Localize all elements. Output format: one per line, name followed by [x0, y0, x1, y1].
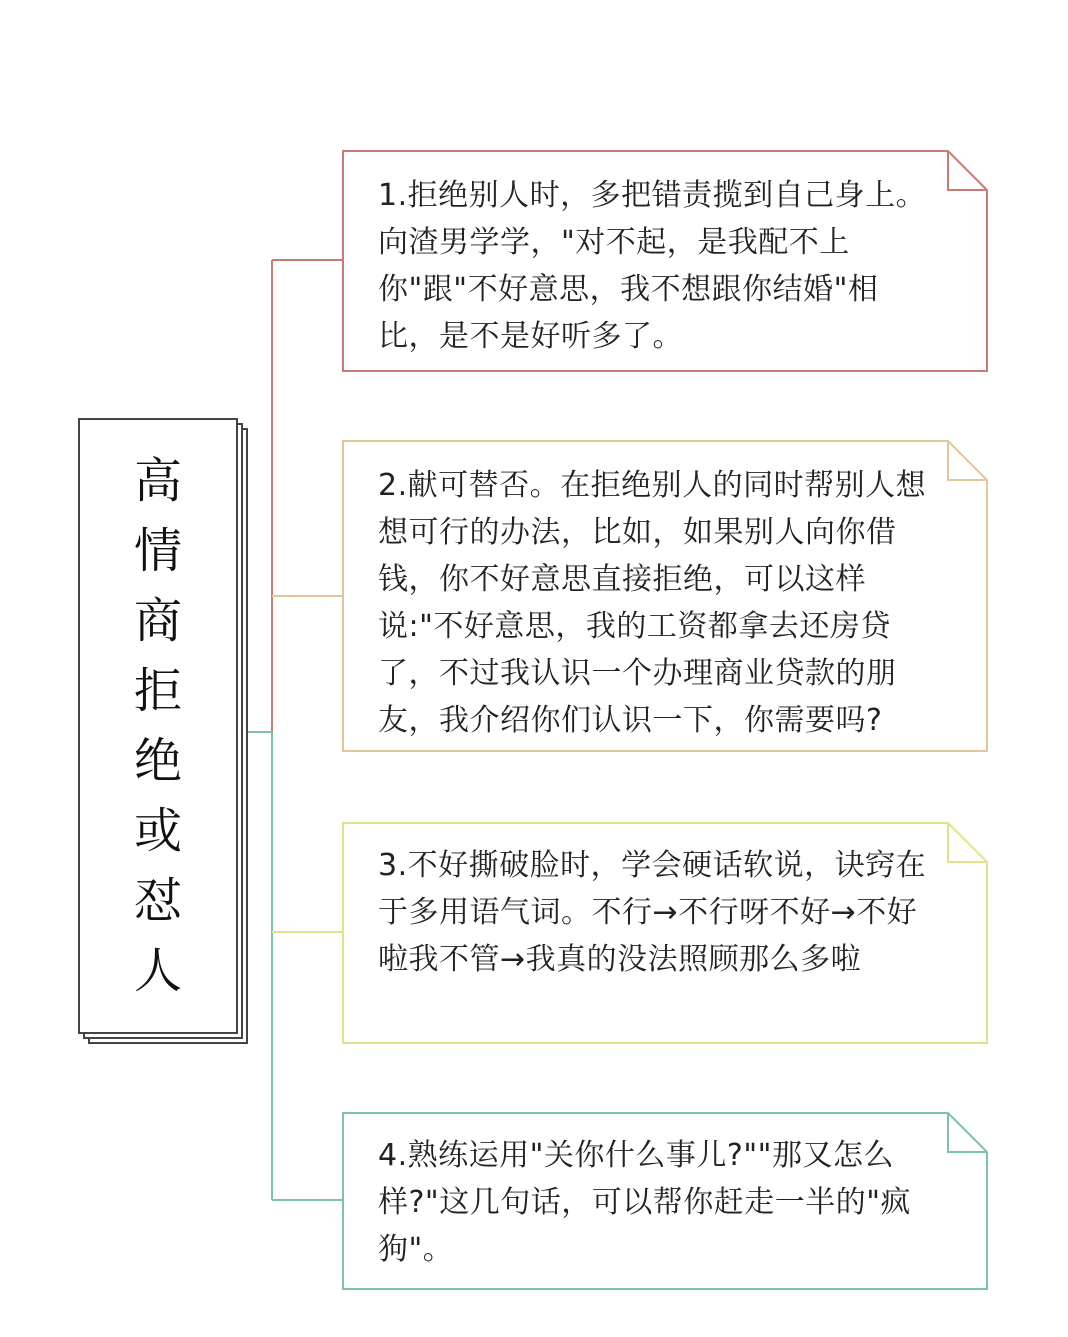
- tip-card-2: [342, 440, 988, 752]
- title-char: 或: [133, 803, 182, 859]
- tip-card-1: [342, 150, 988, 372]
- tip-text-4: 4.熟练运用"关你什么事儿?""那又怎么样?"这几句话，可以帮你赶走一半的"疯狗"。: [378, 1138, 912, 1267]
- title-block: [78, 418, 248, 1046]
- title-char: 高: [133, 453, 182, 509]
- title-char: 怼: [133, 873, 182, 929]
- tip-text-1: 1.拒绝别人时，多把错责揽到自己身上。向渣男学学，"对不起，是我配不上你"跟"不好意思，我不想跟你结婚"相比，是不是好听多了。: [378, 178, 927, 354]
- tip-text-2: 2.献可替否。在拒绝别人的同时帮别人想想可行的办法，比如，如果别人向你借钱，你不好意思直接拒绝，可以这样说:"不好意思，我的工资都拿去还房贷了，不过我认识一个办理商业贷款的朋友，我介绍你们认识一下，你需要吗?: [378, 468, 927, 738]
- tip-card-4: [342, 1112, 988, 1290]
- title-char: 商: [133, 593, 182, 649]
- title-char: 拒: [133, 663, 182, 719]
- title-char: 人: [133, 943, 182, 999]
- tip-card-3: [342, 822, 988, 1044]
- title-box: [78, 418, 238, 1034]
- title-char: 情: [133, 523, 182, 579]
- title-char: 绝: [133, 733, 182, 789]
- tip-text-3: 3.不好撕破脸时，学会硬话软说，诀窍在于多用语气词。不行→不行呀不好→不好啦我不管→我真的没法照顾那么多啦: [378, 848, 927, 977]
